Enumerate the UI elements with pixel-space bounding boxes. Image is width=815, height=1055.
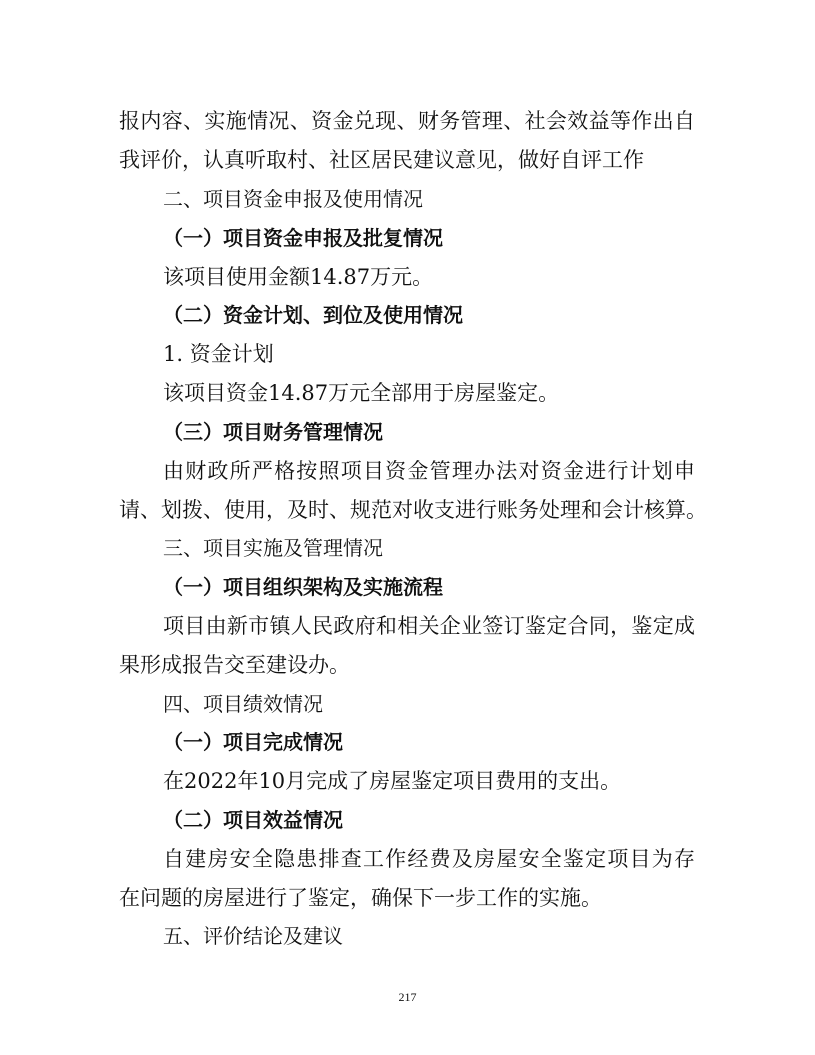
paragraph-line: 在问题的房屋进行了鉴定，确保下一步工作的实施。 xyxy=(119,886,602,910)
paragraph-line: 该项目使用金额14.87万元。 xyxy=(163,265,434,289)
subsection-heading: （三）项目财务管理情况 xyxy=(163,420,383,444)
subsection-heading: （二）项目效益情况 xyxy=(163,808,343,832)
subsection-heading: （一）项目资金申报及批复情况 xyxy=(163,226,443,250)
paragraph-line: 自建房安全隐患排查工作经费及房屋安全鉴定项目为存 xyxy=(163,847,695,871)
subsection-heading: （二）资金计划、到位及使用情况 xyxy=(163,303,463,327)
section-heading: 四、项目绩效情况 xyxy=(163,692,323,716)
section-heading: 二、项目资金申报及使用情况 xyxy=(163,187,423,211)
paragraph-line: 请、划拨、使用，及时、规范对收支进行账务处理和会计核算。 xyxy=(119,498,707,522)
section-heading: 三、项目实施及管理情况 xyxy=(163,536,383,560)
paragraph-line: 该项目资金14.87万元全部用于房屋鉴定。 xyxy=(163,381,560,405)
section-heading: 五、评价结论及建议 xyxy=(163,924,343,948)
list-item: 1. 资金计划 xyxy=(163,342,274,366)
subsection-heading: （一）项目组织架构及实施流程 xyxy=(163,575,443,599)
paragraph-line: 报内容、实施情况、资金兑现、财务管理、社会效益等作出自 xyxy=(119,109,695,133)
paragraph-line: 果形成报告交至建设办。 xyxy=(119,653,350,677)
subsection-heading: （一）项目完成情况 xyxy=(163,730,343,754)
page-number: 217 xyxy=(398,990,417,1004)
paragraph-line: 项目由新市镇人民政府和相关企业签订鉴定合同，鉴定成 xyxy=(163,614,695,638)
paragraph-line: 由财政所严格按照项目资金管理办法对资金进行计划申 xyxy=(163,459,695,483)
paragraph-line: 我评价，认真听取村、社区居民建议意见，做好自评工作 xyxy=(119,148,644,172)
paragraph-line: 在2022年10月完成了房屋鉴定项目费用的支出。 xyxy=(163,769,622,793)
